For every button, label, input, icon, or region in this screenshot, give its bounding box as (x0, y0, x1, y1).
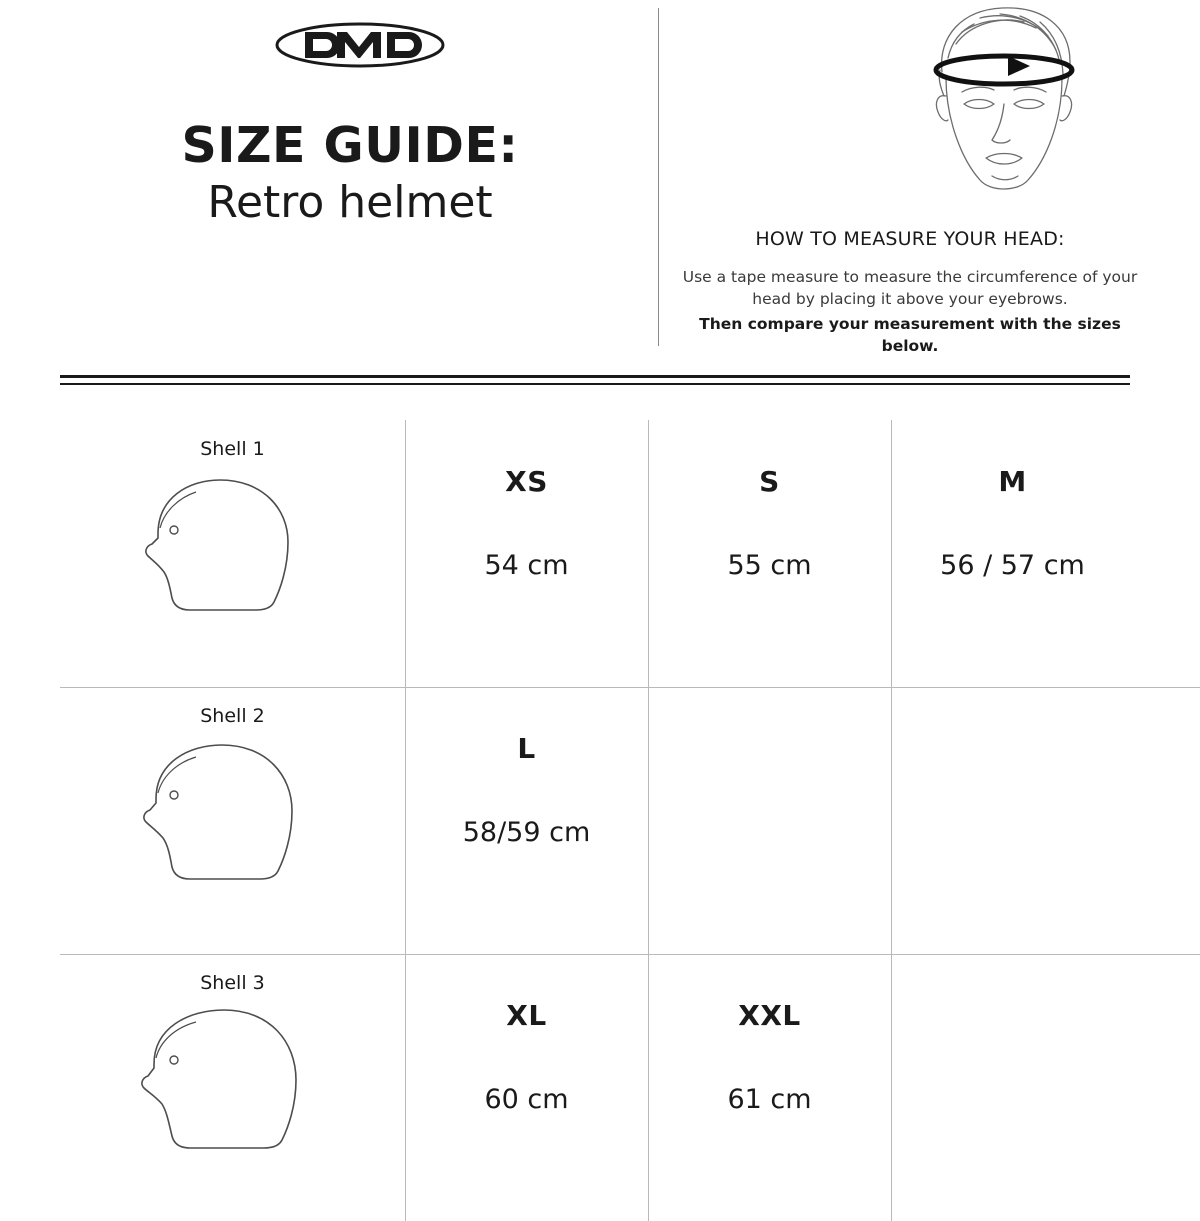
shell-label: Shell 1 (200, 438, 265, 460)
size-letter: M (998, 465, 1027, 498)
cell-divider (891, 687, 892, 954)
size-value: 58/59 cm (462, 817, 591, 848)
size-cell-empty (891, 687, 1134, 954)
size-cell (405, 687, 648, 954)
shell-cell (60, 687, 405, 954)
size-cell (648, 420, 891, 687)
shell-label: Shell 2 (200, 705, 265, 727)
size-letter: XXL (738, 999, 801, 1032)
helmet-shell-3-icon (138, 1002, 328, 1162)
table-row (60, 954, 1134, 1221)
size-letter: S (759, 465, 780, 498)
size-value: 55 cm (727, 550, 812, 581)
helmet-shell-2-icon (138, 735, 328, 895)
title-block (60, 117, 640, 235)
size-cell (405, 954, 648, 1221)
helmet-shell-1-icon (138, 468, 328, 628)
rule-thin (60, 383, 1130, 385)
page-title: SIZE GUIDE: (181, 117, 519, 174)
cell-divider (648, 954, 649, 1221)
size-letter: L (517, 732, 536, 765)
shell-cell (60, 420, 405, 687)
size-value: 56 / 57 cm (940, 550, 1085, 581)
cell-divider (405, 954, 406, 1221)
how-to-measure-title: HOW TO MEASURE YOUR HEAD: (755, 228, 1065, 250)
cell-divider (648, 687, 649, 954)
header-vertical-divider (658, 8, 659, 346)
table-row (60, 687, 1134, 954)
size-cell (648, 954, 891, 1221)
shell-cell (60, 954, 405, 1221)
how-to-measure-line-1: Use a tape measure to measure the circumference of your (682, 268, 1138, 286)
size-cell-empty (891, 954, 1134, 1221)
size-value: 60 cm (484, 1084, 569, 1115)
cell-divider (891, 420, 892, 687)
page-subtitle: Retro helmet (207, 177, 493, 229)
cell-divider (891, 954, 892, 1221)
size-value: 54 cm (484, 550, 569, 581)
size-table (60, 420, 1134, 1221)
shell-label: Shell 3 (200, 972, 265, 994)
size-cell (405, 420, 648, 687)
size-cell-empty (648, 687, 891, 954)
how-to-measure-line-3: Then compare your measurement with the sizes below. (699, 314, 1121, 356)
how-to-measure-line-2: head by placing it above your eyebrows. (752, 290, 1068, 309)
size-value: 61 cm (727, 1084, 812, 1115)
size-letter: XL (506, 999, 547, 1032)
header (0, 0, 1200, 370)
table-row (60, 420, 1134, 687)
cell-divider (648, 420, 649, 687)
head-measure-illustration (900, 0, 1110, 205)
how-to-measure-block (680, 228, 1140, 358)
cell-divider (405, 420, 406, 687)
header-double-rule (60, 375, 1130, 385)
cell-divider (405, 687, 406, 954)
size-letter: XS (505, 465, 548, 498)
size-cell (891, 420, 1134, 687)
dmd-logo (275, 22, 445, 68)
